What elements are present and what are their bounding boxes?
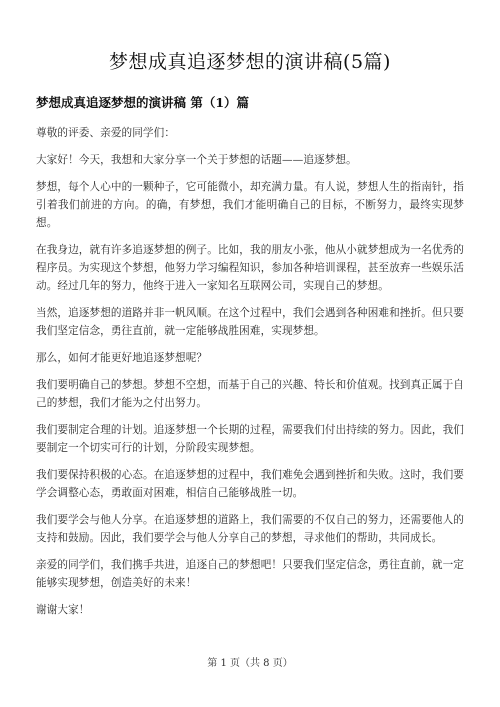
speech-body <box>36 124 464 619</box>
page-number-footer: 第 1 页（共 8 页） <box>207 658 293 669</box>
section-heading: 梦想成真追逐梦想的演讲稿 第（1）篇 <box>36 95 250 110</box>
document-title: 梦想成真追逐梦想的演讲稿(5篇) <box>109 51 391 73</box>
paragraph: 梦想，每个人心中的一颗种子，它可能微小，却充满力量。有人说，梦想人生的指南针，指引着我们前进的方向。的确，有梦想，我们才能明确自己的目标，不断努力，最终实现梦想。 <box>36 181 464 229</box>
paragraph: 亲爱的同学们，我们携手共进，追逐自己的梦想吧！只要我们坚定信念，勇往直前，就一定能够实现梦想，创造美好的未来！ <box>36 559 464 589</box>
paragraph: 当然，追逐梦想的道路并非一帆风顺。在这个过程中，我们会遇到各种困难和挫折。但只要我们坚定信念，勇往直前，就一定能够战胜困难，实现梦想。 <box>36 307 464 337</box>
paragraph: 那么，如何才能更好地追逐梦想呢？ <box>36 352 208 364</box>
paragraph: 我们要学会与他人分享。在追逐梦想的道路上，我们需要的不仅自己的努力，还需要他人的支持和鼓励。因此，我们要学会与他人分享自己的梦想，寻求他们的帮助，共同成长。 <box>36 514 464 544</box>
paragraph: 我们要制定合理的计划。追逐梦想一个长期的过程，需要我们付出持续的努力。因此，我们要制定一个切实可行的计划，分阶段实现梦想。 <box>36 424 464 454</box>
paragraph-greeting: 大家好！今天，我想和大家分享一个关于梦想的话题——追逐梦想。 <box>36 154 357 166</box>
paragraph-closing: 谢谢大家！ <box>36 604 90 616</box>
paragraph-salutation: 尊敬的评委、亲爱的同学们： <box>36 127 176 139</box>
paragraph: 我们要明确自己的梦想。梦想不空想，而基于自己的兴趣、特长和价值观。找到真正属于自己的梦想，我们才能为之付出努力。 <box>36 379 464 409</box>
paragraph: 在我身边，就有许多追逐梦想的例子。比如，我的朋友小张，他从小就梦想成为一名优秀的程序员。为实现这个梦想，他努力学习编程知识，参加各种培训课程，甚至放弃一些娱乐活动。经过几年的努力，他终于进入一家知名互联网公司，实现自己的梦想。 <box>36 244 464 292</box>
paragraph: 我们要保持积极的心态。在追逐梦想的过程中，我们难免会遇到挫折和失败。这时，我们要学会调整心态，勇敢面对困难，相信自己能够战胜一切。 <box>36 469 464 499</box>
